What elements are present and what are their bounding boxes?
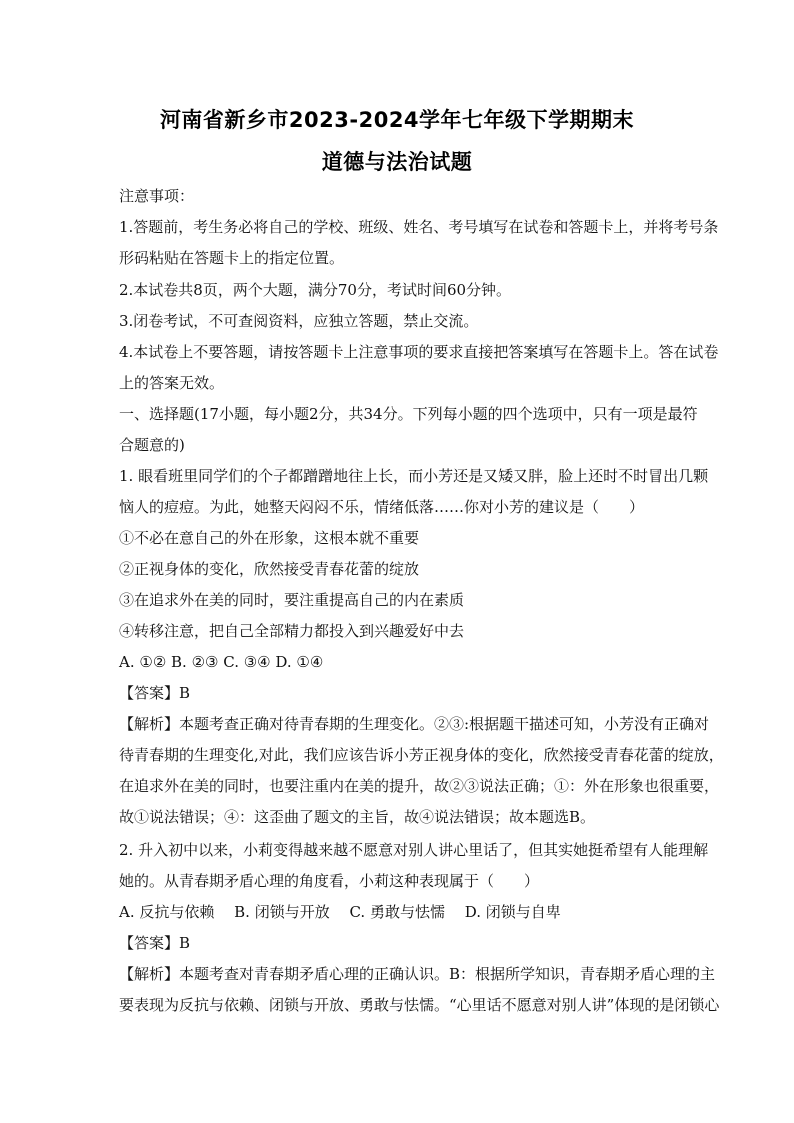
question-2-stem: 2. 升入初中以来，小莉变得越来越不愿意对别人讲心里话了，但其实她挺希望有人能理解 [119, 841, 709, 859]
question-2-analysis-cont: 要表现为反抗与依赖、闭锁与开放、勇敢与怯懦。“心里话不愿意对别人讲”体现的是闭锁心 [119, 996, 720, 1014]
question-1-stem: 1. 眼看班里同学们的个子都蹭蹭地往上长，而小芳还是又矮又胖，脸上还时不时冒出几颗 [119, 467, 709, 485]
question-1-option-4: ④转移注意，把自己全部精力都投入到兴趣爱好中去 [119, 622, 465, 640]
section-heading-cont: 合题意的) [119, 436, 185, 454]
question-2-answer: 【答案】B [119, 934, 191, 952]
section-heading: 一、选择题(17小题，每小题2分，共34分。下列每小题的四个选项中，只有一项是最符 [119, 405, 698, 423]
document-subtitle: 道德与法治试题 [321, 150, 473, 174]
question-1-choices: A. ①② B. ②③ C. ③④ D. ①④ [119, 653, 324, 671]
question-1-analysis: 【解析】本题考查正确对待青春期的生理变化。②③:根据题干描述可知，小芳没有正确对 [119, 715, 710, 733]
notice-item-1: 1.答题前，考生务必将自己的学校、班级、姓名、考号填写在试卷和答题卡上，并将考号条 [119, 218, 719, 236]
question-1-option-2: ②正视身体的变化，欣然接受青春花蕾的绽放 [119, 560, 420, 578]
notice-item-2: 2.本试卷共8页，两个大题，满分70分，考试时间60分钟。 [119, 281, 512, 299]
question-1-analysis-cont-2: 在追求外在美的同时，也要注重内在美的提升，故②③说法正确；①：外在形象也很重要， [119, 777, 720, 795]
question-1-analysis-cont-3: 故①说法错误；④：这歪曲了题文的主旨，故④说法错误；故本题选B。 [119, 808, 596, 826]
notice-item-3: 3.闭卷考试，不可查阅资料，应独立答题，禁止交流。 [119, 312, 479, 330]
notice-item-4-cont: 上的答案无效。 [119, 374, 225, 392]
notice-item-4: 4.本试卷上不要答题，请按答题卡上注意事项的要求直接把答案填写在答题卡上。答在试卷 [119, 343, 719, 361]
question-1-option-3: ③在追求外在美的同时，要注重提高自己的内在素质 [119, 591, 465, 609]
question-2-stem-cont: 她的。从青春期矛盾心理的角度看，小莉这种表现属于（ ） [119, 872, 540, 890]
question-2-analysis: 【解析】本题考查对青春期矛盾心理的正确认识。B：根据所学知识，青春期矛盾心理的主 [119, 965, 716, 983]
question-1-analysis-cont-1: 待青春期的生理变化,对此，我们应该告诉小芳正视身体的变化，欣然接受青春花蕾的绽放， [119, 746, 724, 764]
notice-heading: 注意事项： [119, 187, 195, 205]
question-1-answer: 【答案】B [119, 684, 191, 702]
notice-item-1-cont: 形码粘贴在答题卡上的指定位置。 [119, 249, 345, 267]
question-2-choices: A. 反抗与依赖 B. 闭锁与开放 C. 勇敢与怯懦 D. 闭锁与自卑 [119, 903, 561, 921]
question-1-option-1: ①不必在意自己的外在形象，这根本就不重要 [119, 529, 420, 547]
document-title: 河南省新乡市2023-2024学年七年级下学期期末 [159, 108, 635, 132]
question-1-stem-cont: 恼人的痘痘。为此，她整天闷闷不乐，情绪低落……你对小芳的建议是（ ） [119, 498, 645, 516]
